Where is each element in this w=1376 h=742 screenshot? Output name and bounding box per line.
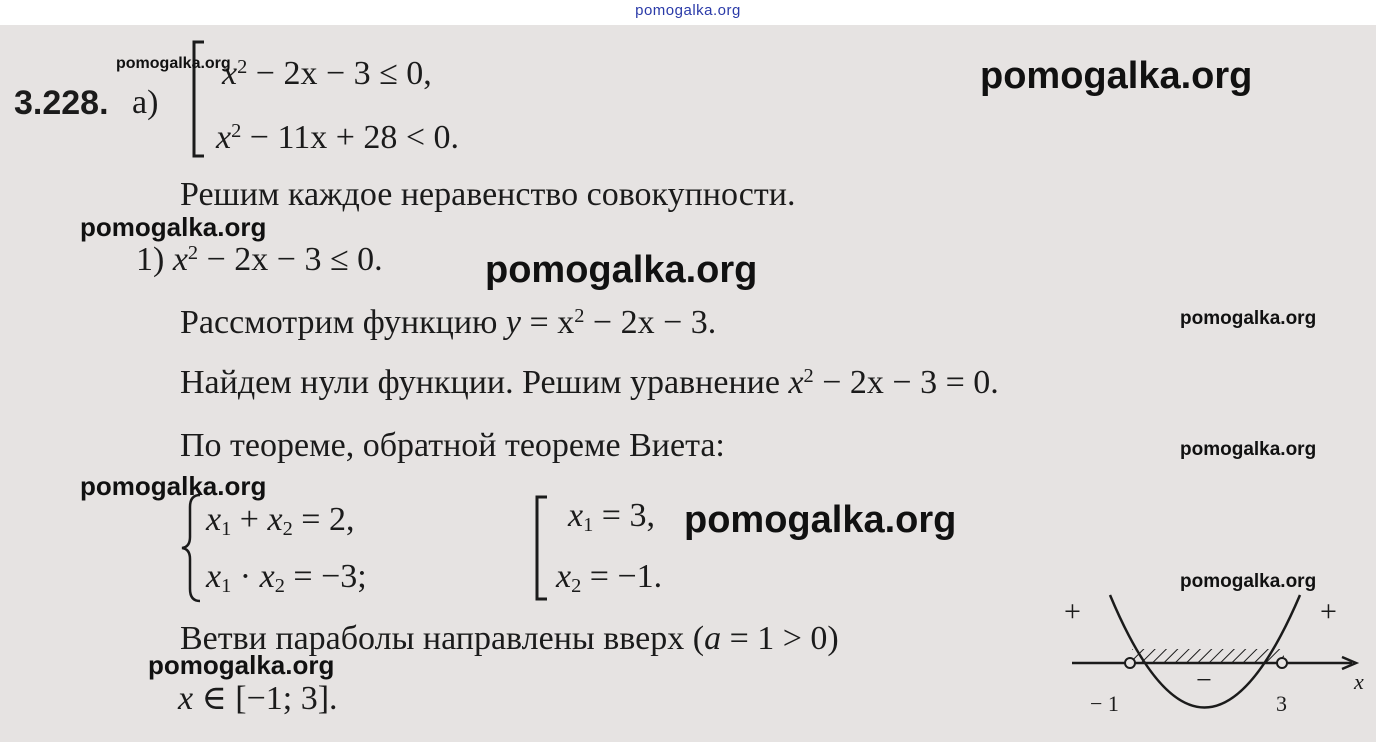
point-left: [1125, 658, 1135, 668]
root-2: $x_2 = -1$.: [556, 558, 663, 598]
watermark-right-3: pomogalka.org: [1180, 571, 1317, 592]
watermark-line-left-1: pomogalka.org: [80, 212, 267, 242]
watermark-mid-2: pomogalka.org: [684, 499, 957, 541]
watermark-right-1: pomogalka.org: [1180, 308, 1317, 329]
problem-part: а): [132, 84, 159, 121]
branches-line: Ветви параболы направлены вверх (a = 1 > 0): [180, 620, 839, 657]
watermark-top-left: pomogalka.org: [116, 55, 231, 72]
tick-right-label: 3: [1276, 691, 1287, 716]
system-row-1: $x_1 + x_2 = 2$,: [206, 501, 355, 541]
hatched-interval: [1132, 649, 1284, 663]
tick-left-label: − 1: [1090, 691, 1119, 716]
sign-left: +: [1064, 595, 1081, 628]
watermark-header-right: pomogalka.org: [980, 55, 1253, 97]
watermark-right-2: pomogalka.org: [1180, 439, 1317, 460]
point-right: [1277, 658, 1287, 668]
function-line: Рассмотрим функцию $y = x^2 - 2x - 3$.: [180, 304, 717, 341]
vieta-line: По теореме, обратной теореме Виета:: [180, 427, 725, 464]
intro-line: Решим каждое неравенство совокупности.: [180, 176, 796, 213]
sign-right: +: [1320, 595, 1337, 628]
problem-number: 3.228.: [14, 84, 109, 122]
inequality-1: $x^2 - 2x - 3 \le 0$,: [222, 55, 432, 92]
watermark-line-left-2: pomogalka.org: [80, 471, 267, 501]
inequality-2: $x^2 - 11x + 28 < 0$.: [216, 119, 460, 156]
system-row-2: $x_1 \cdot x_2 = -3$;: [206, 558, 367, 598]
roots-bracket: [533, 495, 549, 601]
answer-line: x ∈ [−1; 3].: [178, 680, 338, 717]
system-brace: [180, 493, 204, 603]
root-1: $x_1 = 3$,: [568, 497, 655, 537]
axis-label: x: [1354, 669, 1364, 694]
zeros-line: Найдем нули функции. Решим уравнение $x^2 - 2x - 3 = 0$.: [180, 364, 999, 401]
top-watermark: pomogalka.org: [635, 2, 741, 19]
step-1-line: 1) $x^2 - 2x - 3 \le 0$.: [136, 241, 383, 278]
scanned-page: [0, 25, 1376, 742]
watermark-line-mid-1: pomogalka.org: [485, 249, 758, 291]
parabola-graph: [1060, 585, 1370, 730]
watermark-bottom-left: pomogalka.org: [148, 650, 335, 680]
sign-middle: −: [1196, 665, 1212, 696]
